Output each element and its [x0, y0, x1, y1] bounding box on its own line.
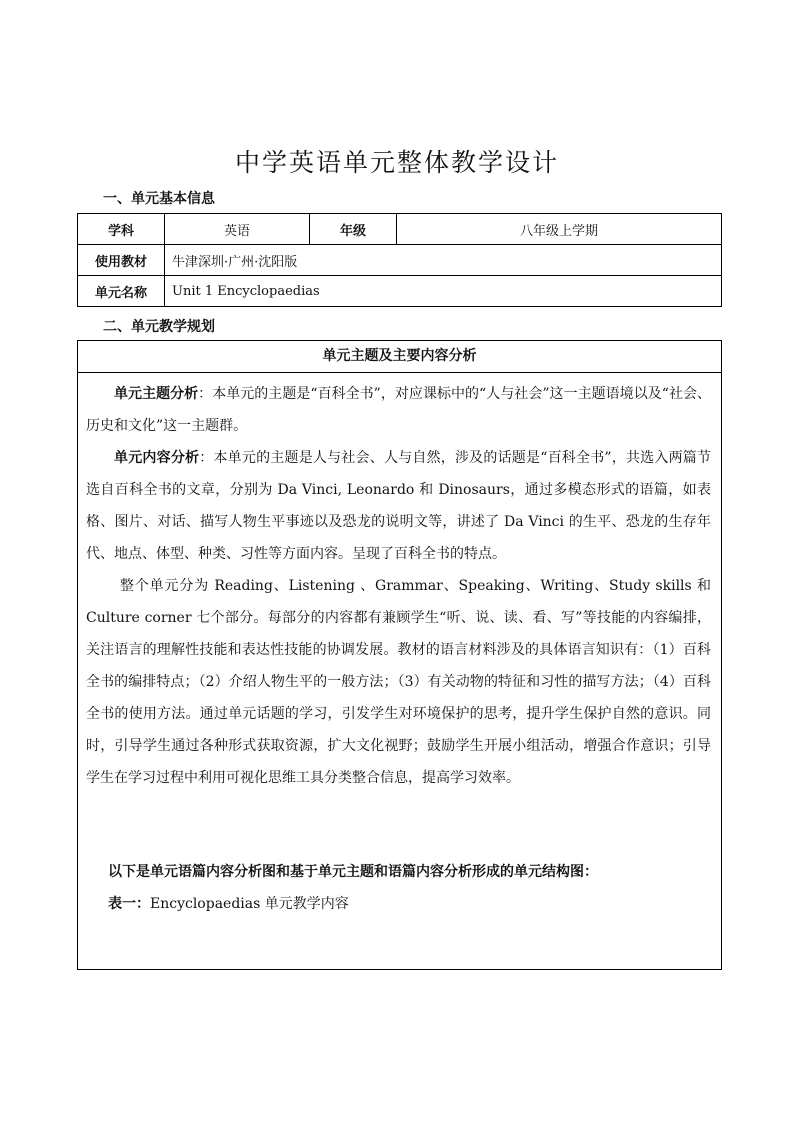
- table-row: [78, 276, 722, 307]
- table-row: [78, 245, 722, 276]
- theme-text: ：本单元的主题是“百科全书”，对应课标中的“人与社会”这一主题语境以及“社会、历史和文化”这一主题群。: [86, 386, 711, 434]
- grade-label: 年级: [310, 214, 397, 245]
- section-planning-heading: 二、单元教学规划: [103, 319, 215, 335]
- structure-paragraph: 整个单元分为 Reading、Listening 、Grammar、Speaking、Writing、Study skills 和 Culture corner 七个部分。每部分的内容都有兼顾学生“听、说、读、看、写”等技能的内容编排，关注语言的理解性技能和表达性技能的协调发展。教材的语言材料涉及的具体语言知识有：（1）百科全书的编排特点；（2）介绍人物生平的一般方法；（3）有关动物的特征和习性的描写方法；（4）百科全书的使用方法。通过单元话题的学习，引发学生对环境保护的思考，提升学生保护自然的意识。同时，引导学生通过各种形式获取资源，扩大文化视野；鼓励学生开展小组活动，增强合作意识；引导学生在学习过程中利用可视化思维工具分类整合信息，提高学习效率。: [86, 578, 711, 786]
- subject-label: 学科: [78, 214, 165, 245]
- content-paragraph: [86, 442, 711, 570]
- subject-value: 英语: [165, 214, 310, 245]
- unit-name-value: Unit 1 Encyclopaedias: [165, 276, 722, 307]
- analysis-header: 单元主题及主要内容分析: [78, 341, 721, 373]
- intro-line: 以下是单元语篇内容分析图和基于单元主题和语篇内容分析形成的单元结构图：: [108, 864, 598, 880]
- table-caption-label: 表一：: [108, 896, 150, 912]
- table-row: [78, 214, 722, 245]
- textbook-value: 牛津深圳·广州·沈阳版: [165, 245, 722, 276]
- page-title: 中学英语单元整体教学设计: [234, 148, 559, 177]
- unit-name-label: 单元名称: [78, 276, 165, 307]
- table-caption-name: Encyclopaedias 单元教学内容: [150, 896, 349, 912]
- analysis-body: [78, 373, 721, 856]
- basic-info-table: [77, 213, 722, 307]
- spacer: [86, 794, 711, 856]
- section-basic-info-heading: 一、单元基本信息: [103, 191, 215, 207]
- theme-paragraph: [86, 378, 711, 442]
- table-caption: [78, 888, 721, 920]
- grade-value: 八年级上学期: [397, 214, 722, 245]
- content-text: ：本单元的主题是人与社会、人与自然，涉及的话题是“百科全书”，共选入两篇节选自百科全书的文章，分别为 Da Vinci, Leonardo 和 Dinosaurs，通过多模态形式的语篇，如表格、图片、对话、描写人物生平事迹以及恐龙的说明文等，讲述了 Da Vinci 的生平、恐龙的生存年代、地点、体型、种类、习性等方面内容。呈现了百科全书的特点。: [86, 450, 712, 562]
- analysis-box: [77, 340, 722, 970]
- theme-label: 单元主题分析: [114, 386, 199, 402]
- content-label: 单元内容分析: [114, 450, 200, 466]
- textbook-label: 使用教材: [78, 245, 165, 276]
